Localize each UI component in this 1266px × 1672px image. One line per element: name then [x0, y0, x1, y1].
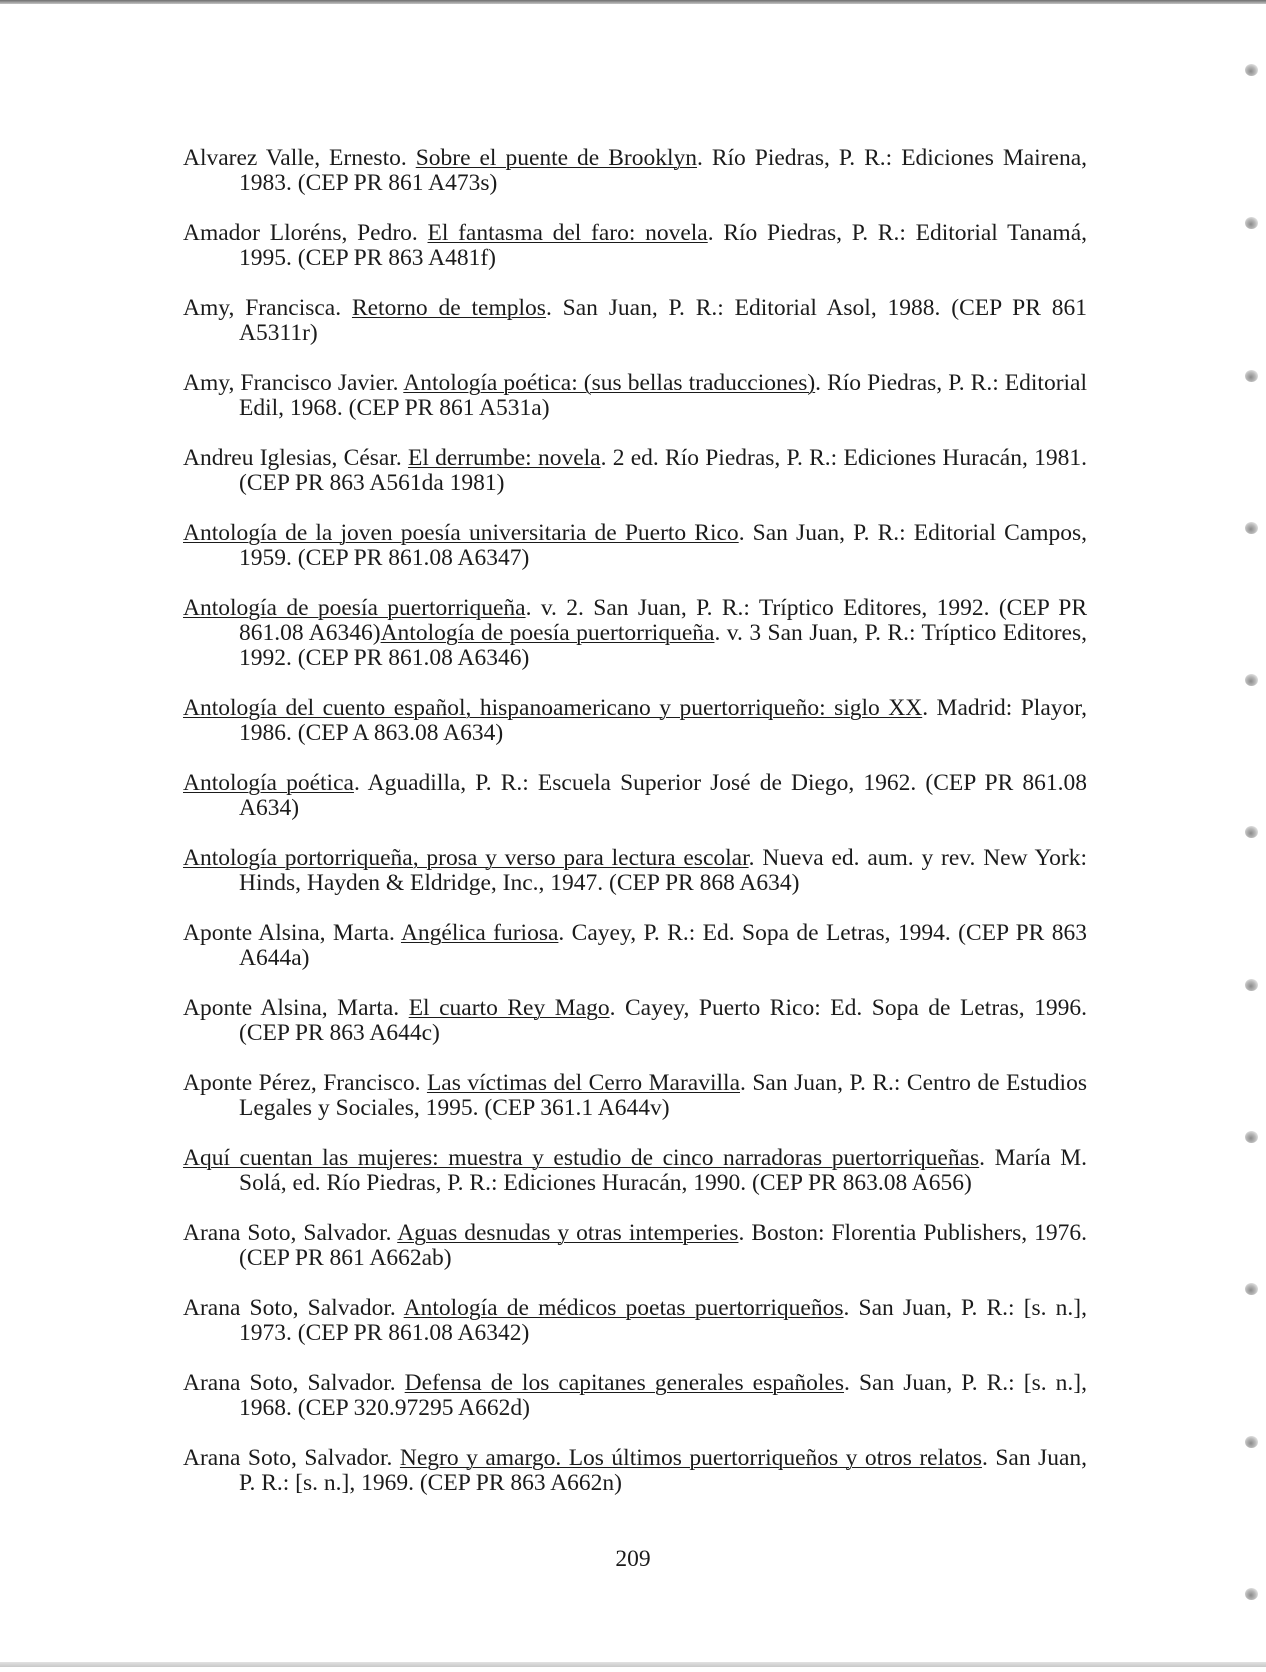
- bibliography-entry: [183, 221, 1087, 271]
- entry-title: Antología portorriqueña, prosa y verso para lectura escolar: [183, 845, 749, 871]
- bibliography-entry: [183, 146, 1087, 196]
- entry-publication: . Boston: Florentia Publishers, 1976. (CEP PR 861 A662ab): [239, 1220, 1087, 1271]
- entry-publication: . Nueva ed. aum. y rev. New York: Hinds, Hayden & Eldridge, Inc., 1947. (CEP PR 868 A634): [239, 845, 1087, 896]
- entry-title: Antología de médicos poetas puertorriqueños: [403, 1295, 844, 1321]
- entry-publication-second: . v. 3 San Juan, P. R.: Tríptico Editores, 1992. (CEP PR 861.08 A6346): [239, 620, 1088, 671]
- entry-author: Amador Lloréns, Pedro.: [183, 220, 428, 246]
- binder-hole-icon: [1245, 64, 1258, 76]
- entry-author: Amy, Francisco Javier.: [183, 370, 404, 396]
- entry-publication: . San Juan, P. R.: Centro de Estudios Legales y Sociales, 1995. (CEP 361.1 A644v): [239, 1070, 1087, 1121]
- bibliography-entry: [183, 771, 1087, 821]
- entry-publication: . Cayey, P. R.: Ed. Sopa de Letras, 1994. (CEP PR 863 A644a): [239, 920, 1087, 971]
- bibliography-entry: [183, 446, 1087, 496]
- entry-title: Defensa de los capitanes generales españoles: [404, 1370, 845, 1396]
- entry-publication: . v. 2. San Juan, P. R.: Tríptico Editores, 1992. (CEP PR 861.08 A6346): [239, 595, 1087, 646]
- entry-publication: . Aguadilla, P. R.: Escuela Superior José de Diego, 1962. (CEP PR 861.08 A634): [239, 770, 1088, 821]
- entry-title: Negro y amargo. Los últimos puertorriqueños y otros relatos: [399, 1445, 982, 1471]
- entry-author: Arana Soto, Salvador.: [183, 1295, 404, 1321]
- entry-publication: . San Juan, P. R.: Editorial Asol, 1988. (CEP PR 861 A5311r): [239, 295, 1087, 346]
- entry-author: Arana Soto, Salvador.: [183, 1445, 400, 1471]
- entry-title: El cuarto Rey Mago: [408, 995, 610, 1021]
- bibliography-entry: [183, 1371, 1087, 1421]
- entry-title: Antología de la joven poesía universitaria de Puerto Rico: [183, 520, 739, 546]
- entry-title: Aguas desnudas y otras intemperies: [397, 1220, 739, 1246]
- entry-title: Las víctimas del Cerro Maravilla: [426, 1070, 740, 1096]
- bibliography-entry: [183, 371, 1087, 421]
- entry-title: Antología del cuento español, hispanoamericano y puertorriqueño: siglo XX: [183, 695, 923, 721]
- entry-title: Sobre el puente de Brooklyn: [415, 145, 697, 171]
- entry-title: Retorno de templos: [351, 295, 546, 321]
- bibliography-list: [183, 146, 1087, 1521]
- bibliography-entry: [183, 1221, 1087, 1271]
- entry-author: Andreu Iglesias, César.: [183, 445, 408, 471]
- entry-publication: . Río Piedras, P. R.: Ediciones Mairena, 1983. (CEP PR 861 A473s): [239, 145, 1088, 196]
- binder-hole-icon: [1245, 1436, 1258, 1448]
- binder-hole-icon: [1245, 979, 1258, 991]
- entry-author: Aponte Alsina, Marta.: [183, 995, 409, 1021]
- bibliography-entry: [183, 1146, 1087, 1196]
- entry-author: Alvarez Valle, Ernesto.: [183, 145, 416, 171]
- entry-publication: . San Juan, P. R.: Editorial Campos, 1959. (CEP PR 861.08 A6347): [239, 520, 1088, 571]
- entry-publication: . San Juan, P. R.: [s. n.], 1973. (CEP PR 861.08 A6342): [239, 1295, 1088, 1346]
- binder-hole-icon: [1245, 1283, 1258, 1295]
- entry-publication: . Río Piedras, P. R.: Editorial Edil, 1968. (CEP PR 861 A531a): [239, 370, 1088, 421]
- page-number: 209: [615, 1546, 651, 1572]
- entry-publication: . Río Piedras, P. R.: Editorial Tanamá, 1995. (CEP PR 863 A481f): [239, 220, 1088, 271]
- entry-author: Amy, Francisca.: [183, 295, 352, 321]
- binder-hole-icon: [1245, 522, 1258, 534]
- entry-publication: . San Juan, P. R.: [s. n.], 1968. (CEP 320.97295 A662d): [239, 1370, 1087, 1421]
- entry-author: Aponte Alsina, Marta.: [183, 920, 401, 946]
- entry-title: Antología de poesía puertorriqueña: [183, 595, 526, 621]
- bibliography-entry: [183, 1071, 1087, 1121]
- binder-hole-icon: [1245, 217, 1258, 229]
- bibliography-entry: [183, 1296, 1087, 1346]
- binder-hole-icon: [1245, 826, 1258, 838]
- entry-title: El derrumbe: novela: [407, 445, 601, 471]
- entry-title: Antología poética: (sus bellas traducciones): [403, 370, 816, 396]
- entry-publication: . San Juan, P. R.: [s. n.], 1969. (CEP PR 863 A662n): [239, 1445, 1087, 1496]
- entry-title: Aquí cuentan las mujeres: muestra y estudio de cinco narradoras puertorriqueñas: [183, 1145, 980, 1171]
- bibliography-entry: [183, 296, 1087, 346]
- binder-hole-icon: [1245, 370, 1258, 382]
- entry-publication: . 2 ed. Río Piedras, P. R.: Ediciones Huracán, 1981. (CEP PR 863 A561da 1981): [239, 445, 1087, 496]
- bibliography-entry: [183, 1446, 1087, 1496]
- entry-publication: . María M. Solá, ed. Río Piedras, P. R.: Ediciones Huracán, 1990. (CEP PR 863.08 A656): [239, 1145, 1087, 1196]
- bibliography-entry: [183, 921, 1087, 971]
- entry-title: Angélica furiosa: [400, 920, 559, 946]
- binder-holes: [1245, 0, 1265, 1672]
- bibliography-entry: [183, 996, 1087, 1046]
- binder-hole-icon: [1245, 1588, 1258, 1600]
- top-scan-border: [0, 0, 1266, 4]
- bibliography-entry: [183, 846, 1087, 896]
- entry-publication: . Madrid: Playor, 1986. (CEP A 863.08 A634): [239, 695, 1088, 746]
- entry-title: El fantasma del faro: novela: [427, 220, 708, 246]
- bibliography-entry: [183, 696, 1087, 746]
- entry-publication: . Cayey, Puerto Rico: Ed. Sopa de Letras, 1996. (CEP PR 863 A644c): [239, 995, 1088, 1046]
- bibliography-entry: [183, 521, 1087, 571]
- entry-author: Arana Soto, Salvador.: [183, 1370, 405, 1396]
- binder-hole-icon: [1245, 1131, 1258, 1143]
- entry-title: Antología poética: [183, 770, 354, 796]
- bibliography-entry: [183, 596, 1087, 671]
- binder-hole-icon: [1245, 674, 1258, 686]
- entry-author: Aponte Pérez, Francisco.: [183, 1070, 427, 1096]
- entry-title-second: Antología de poesía puertorriqueña: [380, 620, 715, 646]
- entry-author: Arana Soto, Salvador.: [183, 1220, 398, 1246]
- bottom-scan-border: [0, 1662, 1266, 1667]
